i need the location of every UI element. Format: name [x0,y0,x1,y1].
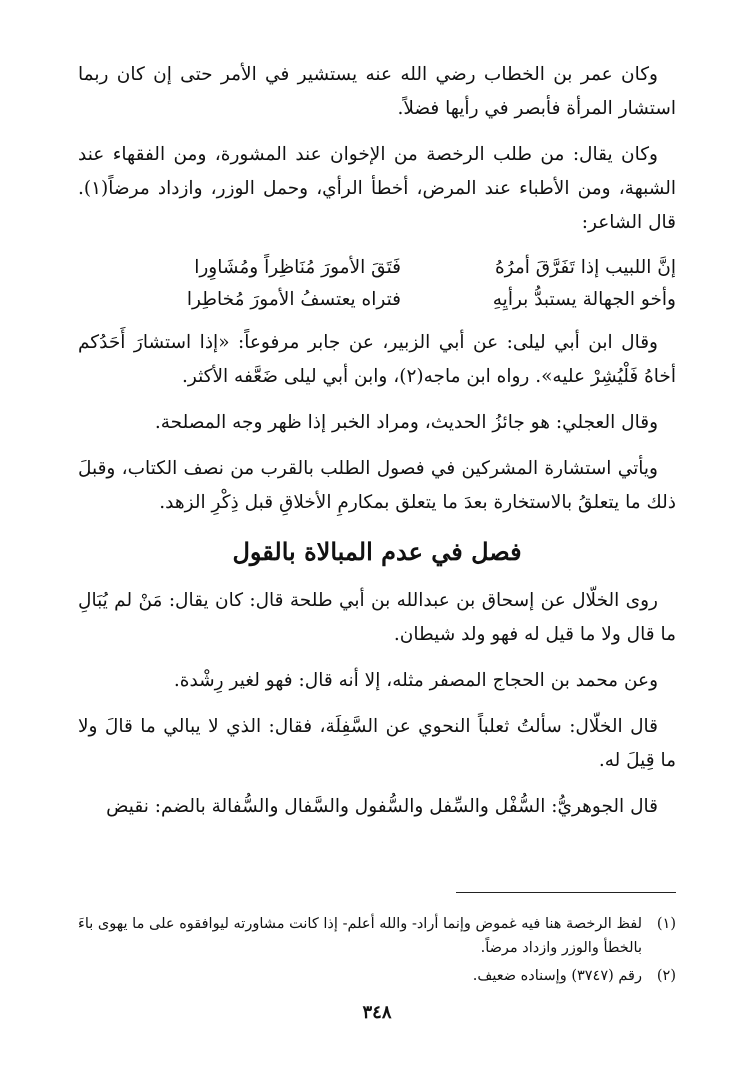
footnote [78,964,676,988]
paragraph: وكان عمر بن الخطاب رضي الله عنه يستشير في الأمر حتى إن كان ربما استشار المرأة فأبصر في رأيها فضلاً. [78,64,676,119]
footnote-number: (٢) [656,968,676,984]
poem-verse [78,252,676,284]
poem-verse [78,284,676,316]
paragraph: قال الجوهريُّ: السُّفْل والسِّفل والسُّفول والسَّفال والسُّفالة بالضم: نقيض [106,796,658,817]
section-title: فصل في عدم المبالاة بالقول [232,537,522,566]
paragraph: وقال ابن أبي ليلى: عن أبي الزبير، عن جابر مرفوعاً: «إذا استشارَ أَحَدُكم أخاهُ فَلْيُشِرْ عليه». رواه ابن ماجه(٢)، وابن أبي ليلى ضَعَّفه الأكثر. [78,332,676,387]
paragraph: قال الخلّال: سألتُ ثعلباً النحوي عن السَّفِلَة، فقال: الذي لا يبالي ما قالَ ولا ما قِيلَ له. [78,716,676,771]
paragraph: وكان يقال: من طلب الرخصة من الإخوان عند المشورة، ومن الفقهاء عند الشبهة، ومن الأطباء عند المرض، أخطأ الرأي، وحمل الوزر، وازداد مرضاً(١). قال الشاعر: [78,144,676,233]
footnote-number: (١) [656,916,676,932]
verse-second-hemistich: فتراه يعتسفُ الأمورَ مُخاطِرا [186,289,401,310]
footnotes [78,912,676,992]
verse-first-hemistich: وأخو الجهالة يستبدُّ برأيِهِ [492,289,676,310]
verse-second-hemistich: فَتَقَ الأمورَ مُنَاظِراً ومُشَاوِرا [194,257,401,278]
footnote-text: رقم (٣٧٤٧) وإسناده ضعيف. [472,968,642,984]
verse-first-hemistich: إنَّ اللبيب إذا تَفَرَّقَ أمرُهُ [494,257,676,278]
page-number: ٣٤٨ [362,1002,392,1023]
paragraph: وعن محمد بن الحجاج المصفر مثله، إلا أنه قال: فهو لغير رِشْدة. [173,670,658,691]
main-text [78,58,676,836]
footnote [78,912,676,960]
footnote-text: لفظ الرخصة هنا فيه غموض وإنما أراد- والله أعلم- إذا كانت مشاورته ليوافقوه على ما يهوى باءَ بالخطأ والوزر وازداد مرضاً. [78,916,642,956]
paragraph: ويأتي استشارة المشركين في فصول الطلب بالقرب من نصف الكتاب، وقبلَ ذلك ما يتعلقُ بالاستخارة بعدَ ما يتعلق بمكارمِ الأخلاقِ قبل ذِكْرِ الزهد. [78,458,676,513]
paragraph: روى الخلّال عن إسحاق بن عبدالله بن أبي طلحة قال: كان يقال: مَنْ لم يُبَالِ ما قال ولا ما قيل له فهو ولد شيطان. [78,590,676,645]
footnote-divider [456,892,676,893]
paragraph: وقال العجلي: هو جائزُ الحديث، ومراد الخبر إذا ظهر وجه المصلحة. [154,412,658,433]
poem [78,252,676,316]
